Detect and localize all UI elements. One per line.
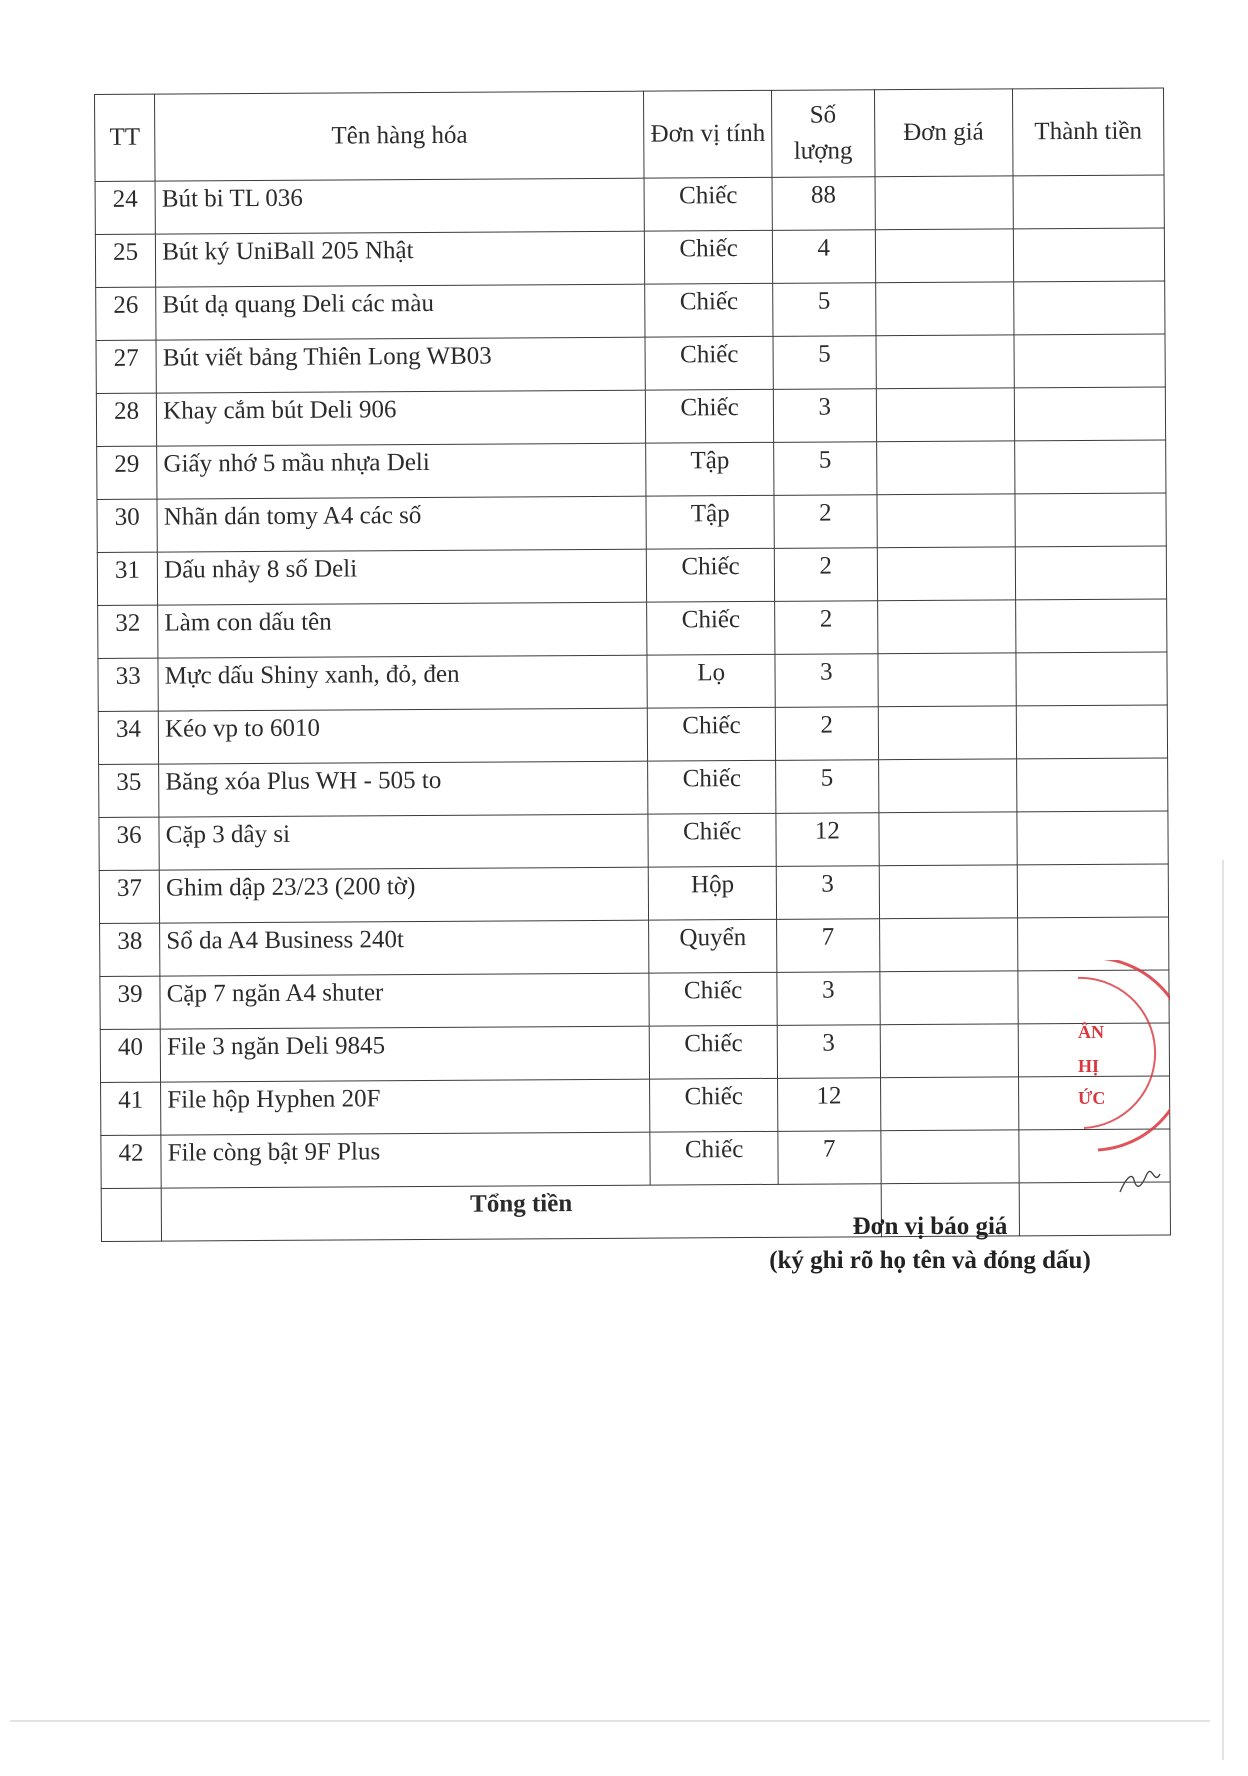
cell-unit: Tập	[646, 442, 774, 496]
cell-tt: 40	[100, 1029, 161, 1082]
cell-unit-price	[875, 282, 1014, 336]
header-unit-price: Đơn giá	[874, 89, 1013, 177]
seal-text-3: ỨC	[1078, 1088, 1106, 1108]
cell-unit: Chiếc	[644, 177, 772, 231]
cell-unit-price	[878, 759, 1017, 813]
cell-unit: Chiếc	[647, 548, 775, 602]
cell-unit-price	[879, 971, 1018, 1025]
cell-quantity: 3	[773, 389, 876, 443]
cell-unit-price	[876, 388, 1015, 442]
table-row	[100, 917, 1169, 977]
cell-unit: Chiếc	[649, 1025, 777, 1079]
cell-quantity: 3	[777, 972, 880, 1026]
cell-item-name: File hộp Hyphen 20F	[161, 1079, 650, 1135]
table-row	[98, 705, 1167, 765]
cell-tt: 30	[97, 499, 158, 552]
cell-item-name: Giấy nhớ 5 mầu nhựa Deli	[157, 443, 646, 499]
cell-item-name: Cặp 7 ngăn A4 shuter	[160, 973, 649, 1029]
cell-unit-price	[880, 1077, 1019, 1131]
cell-item-name: Mực dấu Shiny xanh, đỏ, đen	[158, 655, 647, 711]
cell-tt: 38	[100, 923, 161, 976]
header-unit: Đơn vị tính	[644, 90, 772, 178]
header-quantity: Số lượng	[772, 90, 875, 178]
cell-quantity: 3	[777, 1025, 880, 1079]
table-row	[99, 758, 1168, 818]
scan-edge-line	[1222, 860, 1224, 1760]
table-row	[98, 652, 1167, 712]
table-row	[97, 440, 1166, 500]
table-row	[100, 1023, 1169, 1083]
cell-unit-price	[876, 441, 1015, 495]
signature-note: (ký ghi rõ họ tên và đóng dấu)	[769, 1247, 1091, 1274]
cell-quantity: 2	[775, 707, 878, 761]
cell-unit: Chiếc	[648, 813, 776, 867]
cell-quantity: 5	[774, 442, 877, 496]
cell-amount	[1013, 175, 1164, 229]
cell-item-name: Bút dạ quang Deli các màu	[156, 284, 645, 340]
cell-tt: 36	[99, 817, 160, 870]
cell-unit-price	[876, 335, 1015, 389]
cell-unit-price	[875, 176, 1014, 230]
cell-item-name: Sổ da A4 Business 240t	[160, 920, 649, 976]
cell-amount	[1015, 440, 1166, 494]
cell-unit: Chiếc	[650, 1131, 778, 1185]
cell-quantity: 2	[774, 548, 877, 602]
cell-amount	[1015, 546, 1166, 600]
cell-tt: 37	[99, 870, 160, 923]
cell-tt: 26	[96, 287, 157, 340]
cell-unit-price	[878, 706, 1017, 760]
cell-quantity: 4	[772, 230, 875, 284]
cell-item-name: Dấu nhảy 8 số Deli	[158, 549, 647, 605]
header-tt: TT	[95, 94, 156, 181]
signature-block	[740, 1210, 1120, 1278]
cell-quantity: 12	[778, 1078, 881, 1132]
cell-quantity: 3	[776, 866, 879, 920]
table-row	[97, 546, 1166, 606]
cell-item-name: Bút bi TL 036	[155, 178, 644, 234]
cell-unit-price	[879, 865, 1018, 919]
cell-item-name: Bút viết bảng Thiên Long WB03	[156, 337, 645, 393]
quotation-table	[94, 87, 1171, 1242]
cell-unit-price	[877, 547, 1016, 601]
cell-tt: 42	[101, 1135, 162, 1188]
cell-unit-price	[880, 1024, 1019, 1078]
cell-unit: Tập	[646, 495, 774, 549]
cell-unit: Chiếc	[645, 230, 773, 284]
cell-amount	[1017, 864, 1168, 918]
table-row	[101, 1076, 1170, 1136]
cell-item-name: Kéo vp to 6010	[158, 708, 647, 764]
cell-quantity: 88	[772, 177, 875, 231]
initials-mark	[1118, 1168, 1162, 1196]
cell-unit: Chiếc	[648, 760, 776, 814]
cell-tt: 34	[98, 711, 159, 764]
cell-unit: Chiếc	[645, 336, 773, 390]
cell-quantity: 3	[775, 654, 878, 708]
cell-unit-price	[879, 918, 1018, 972]
cell-amount	[1014, 334, 1165, 388]
cell-item-name: Làm con dấu tên	[158, 602, 647, 658]
table-row	[99, 864, 1168, 924]
table-row	[96, 334, 1165, 394]
cell-unit: Chiếc	[645, 283, 773, 337]
cell-unit: Quyển	[649, 919, 777, 973]
cell-tt: 35	[99, 764, 160, 817]
cell-unit-price	[880, 1130, 1019, 1184]
table-row	[95, 228, 1164, 288]
cell-quantity: 5	[773, 283, 876, 337]
cell-tt: 33	[98, 658, 159, 711]
table-row	[99, 811, 1168, 871]
cell-unit: Chiếc	[650, 1078, 778, 1132]
cell-unit-price	[876, 494, 1015, 548]
cell-item-name: File còng bật 9F Plus	[161, 1132, 650, 1188]
cell-item-name: Bút ký UniBall 205 Nhật	[156, 231, 645, 287]
seal-text-1: ÂN	[1078, 1022, 1104, 1042]
cell-quantity: 2	[775, 601, 878, 655]
cell-item-name: Băng xóa Plus WH - 505 to	[159, 761, 648, 817]
seal-text-2: HỊ	[1078, 1056, 1100, 1076]
table-header-row	[95, 88, 1165, 182]
cell-amount	[1015, 493, 1166, 547]
header-amount: Thành tiền	[1012, 88, 1164, 176]
cell-unit-price	[878, 812, 1017, 866]
cell-quantity: 7	[778, 1131, 881, 1185]
cell-unit: Chiếc	[647, 601, 775, 655]
cell-amount	[1014, 387, 1165, 441]
table-row	[97, 493, 1166, 553]
cell-unit: Chiếc	[646, 389, 774, 443]
cell-amount	[1014, 281, 1165, 335]
total-label: Tổng tiền	[161, 1184, 881, 1241]
cell-tt: 31	[97, 552, 158, 605]
cell-unit-price	[877, 600, 1016, 654]
cell-unit: Chiếc	[649, 972, 777, 1026]
cell-unit-price	[877, 653, 1016, 707]
table-row	[98, 599, 1167, 659]
cell-tt: 41	[101, 1082, 162, 1135]
cell-item-name: Ghim dập 23/23 (200 tờ)	[159, 867, 648, 923]
table-body	[95, 175, 1170, 1189]
table-row	[95, 175, 1164, 235]
cell-item-name: Khay cắm bút Deli 906	[157, 390, 646, 446]
cell-quantity: 5	[776, 760, 879, 814]
cell-amount	[1016, 705, 1167, 759]
scan-edge-line	[10, 1720, 1210, 1722]
table-row	[101, 1129, 1170, 1189]
cell-quantity: 5	[773, 336, 876, 390]
cell-tt: 28	[96, 393, 157, 446]
cell-quantity: 12	[776, 813, 879, 867]
cell-amount	[1013, 228, 1164, 282]
red-seal-stamp	[1078, 960, 1170, 1156]
cell-tt: 24	[95, 181, 156, 234]
table-row	[100, 970, 1169, 1030]
cell-tt: 32	[98, 605, 159, 658]
cell-tt: 25	[95, 234, 156, 287]
cell-quantity: 2	[774, 495, 877, 549]
cell-tt: 29	[97, 446, 158, 499]
cell-item-name: Nhãn dán tomy A4 các số	[157, 496, 646, 552]
cell-item-name: File 3 ngăn Deli 9845	[160, 1026, 649, 1082]
cell-amount	[1016, 599, 1167, 653]
cell-amount	[1016, 758, 1167, 812]
cell-unit: Chiếc	[648, 707, 776, 761]
cell-quantity: 7	[777, 919, 880, 973]
cell-unit-price	[875, 229, 1014, 283]
cell-unit: Lọ	[647, 654, 775, 708]
header-item-name: Tên hàng hóa	[155, 91, 645, 181]
signature-title: Đơn vị báo giá	[852, 1213, 1008, 1240]
table-row	[96, 387, 1165, 447]
cell-amount	[1016, 652, 1167, 706]
cell-item-name: Cặp 3 dây si	[159, 814, 648, 870]
table-row	[96, 281, 1165, 341]
cell-unit: Hộp	[648, 866, 776, 920]
cell-tt: 39	[100, 976, 161, 1029]
cell-tt: 27	[96, 340, 157, 393]
cell-amount	[1017, 811, 1168, 865]
total-row-spacer	[101, 1188, 162, 1241]
